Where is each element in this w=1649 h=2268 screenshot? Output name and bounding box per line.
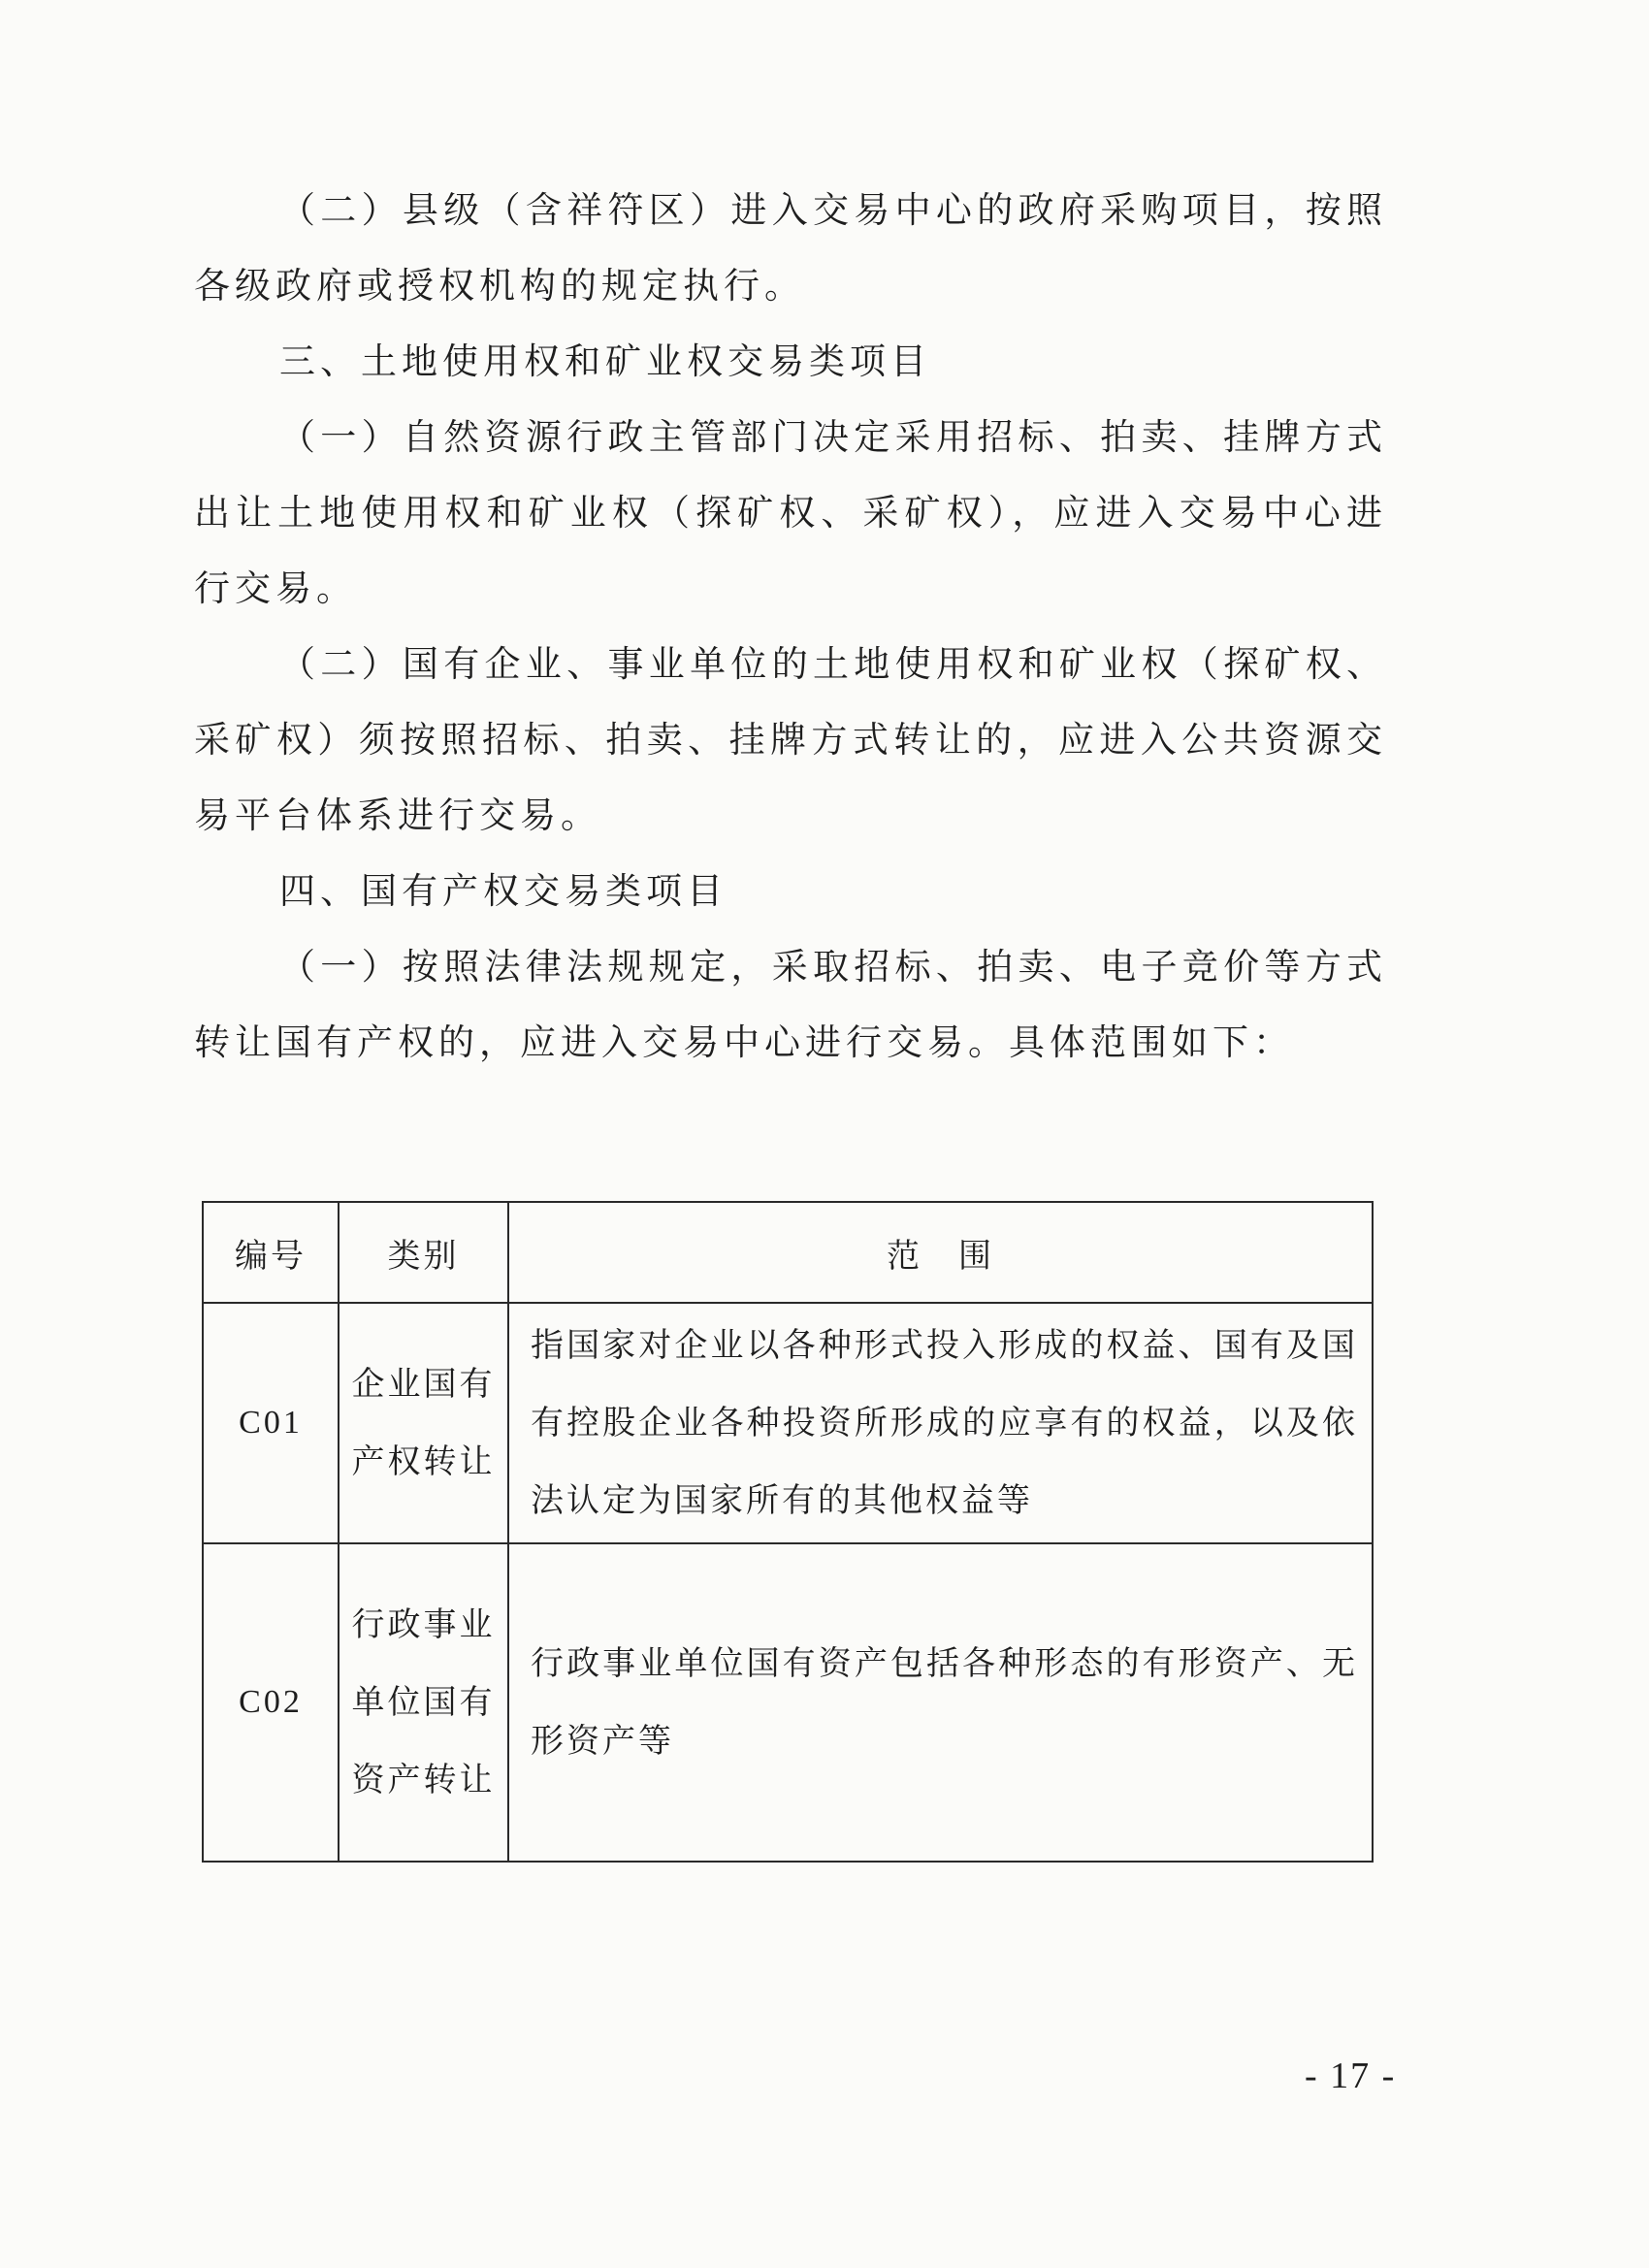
paragraph-land-transfer: （一）自然资源行政主管部门决定采用招标、拍卖、挂牌方式出让土地使用权和矿业权（探矿权、采矿权），应进入交易中心进行交易。 [194,416,1387,609]
cell-code: C02 [203,1543,339,1862]
table-row [203,1543,1373,1862]
cell-range: 指国家对企业以各种形式投入形成的权益、国有及国有控股企业各种投资所形成的应享有的权益，以及依法认定为国家所有的其他权益等 [508,1303,1373,1543]
heading-land-mining-rights: 三、土地使用权和矿业权交易类项目 [279,340,931,382]
scope-table [202,1201,1374,1863]
heading-state-property-rights: 四、国有产权交易类项目 [279,870,728,912]
page-number: - 17 - [1305,2056,1397,2096]
paragraph-property-transfer: （一）按照法律法规规定，采取招标、拍卖、电子竞价等方式转让国有产权的，应进入交易中心进行交易。具体范围如下： [194,946,1387,1063]
paragraph-soe-land-transfer: （二）国有企业、事业单位的土地使用权和矿业权（探矿权、采矿权）须按照招标、拍卖、挂牌方式转让的，应进入公共资源交易平台体系进行交易。 [194,643,1387,836]
header-code: 编号 [203,1202,339,1303]
table-header-row [203,1202,1373,1303]
paragraph-county-procurement: （二）县级（含祥符区）进入交易中心的政府采购项目，按照各级政府或授权机构的规定执行。 [194,189,1387,307]
cell-category: 行政事业单位国有资产转让 [339,1543,508,1862]
cell-range: 行政事业单位国有资产包括各种形态的有形资产、无形资产等 [508,1543,1373,1862]
cell-code: C01 [203,1303,339,1543]
cell-category: 企业国有产权转让 [339,1303,508,1543]
header-category: 类别 [339,1202,508,1303]
header-range: 范 围 [508,1202,1373,1303]
table-row [203,1303,1373,1543]
